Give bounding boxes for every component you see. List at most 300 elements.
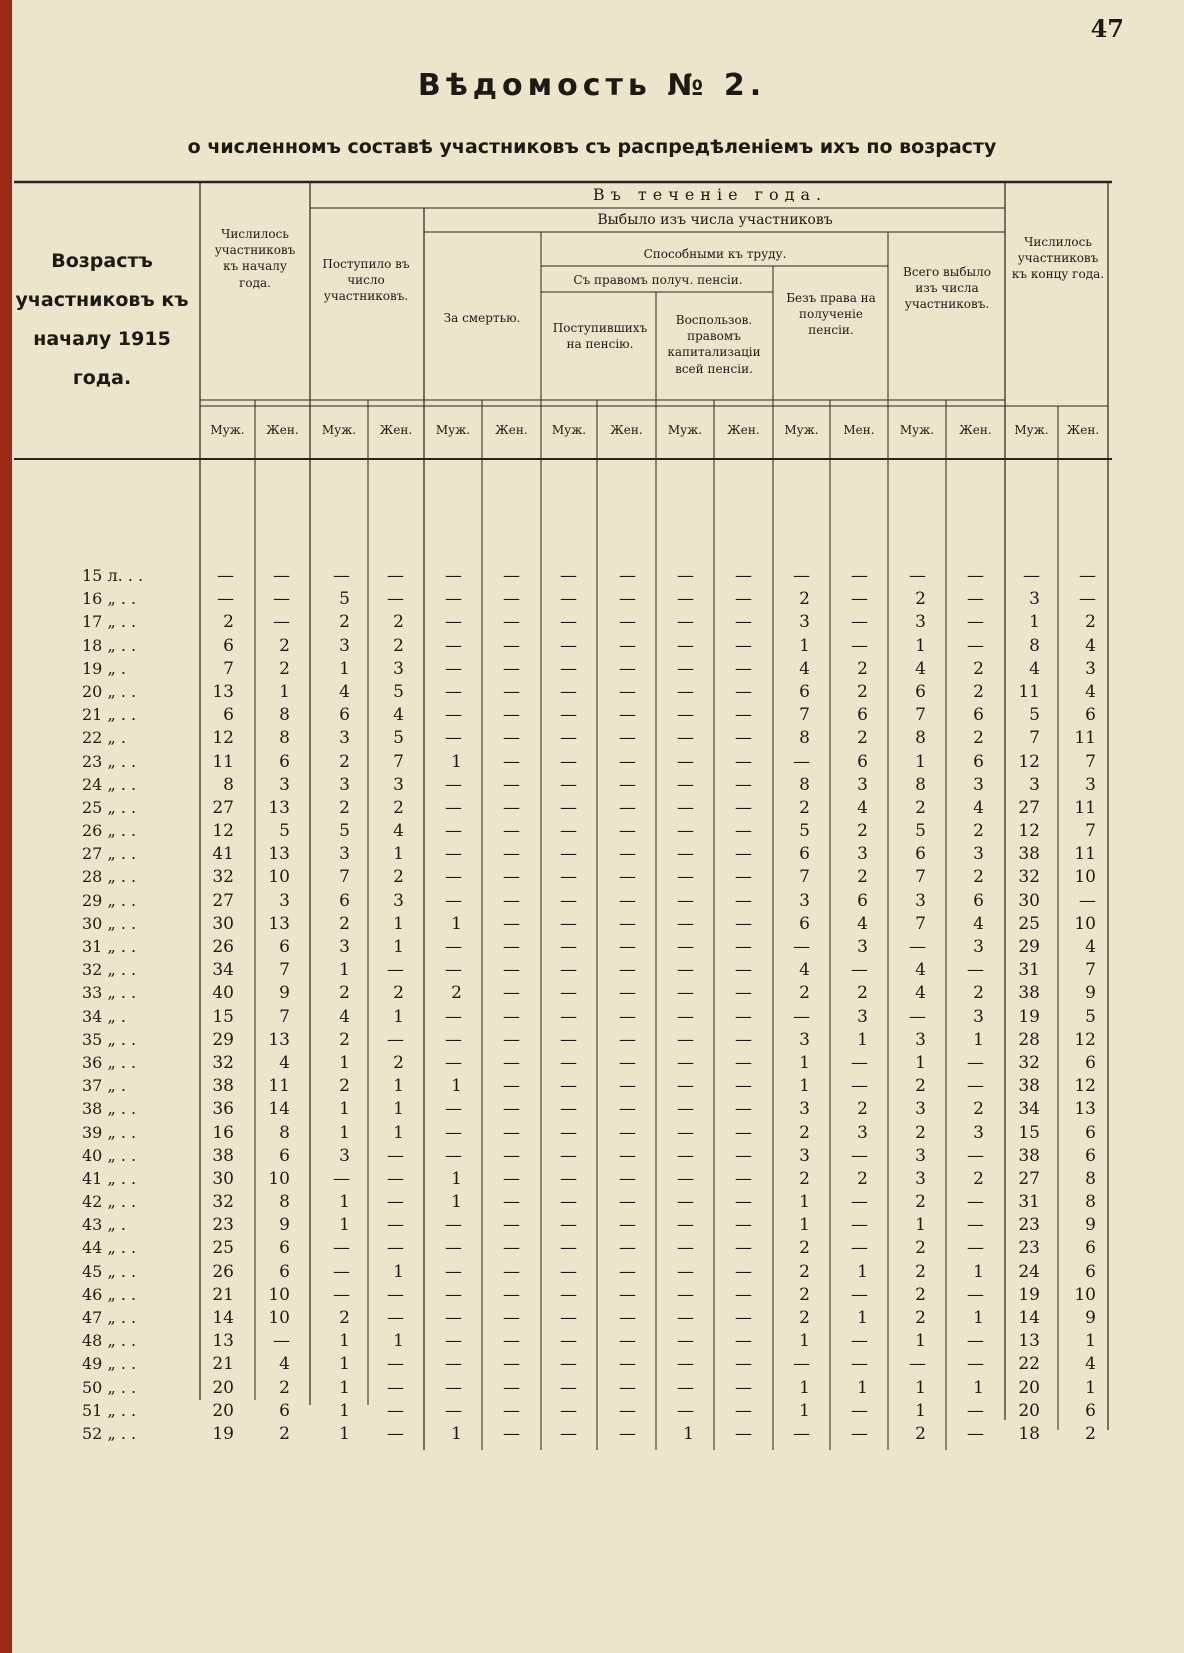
table-cell: 3 bbox=[339, 635, 350, 656]
table-cell: 38 bbox=[212, 1145, 234, 1166]
table-cell: — bbox=[851, 1052, 868, 1073]
table-cell: 41 bbox=[212, 844, 234, 865]
age-label: 25 „ . . bbox=[82, 797, 137, 817]
table-cell: — bbox=[560, 566, 577, 586]
table-cell: — bbox=[735, 890, 752, 911]
table-cell: — bbox=[619, 1145, 636, 1166]
table-cell: — bbox=[503, 1006, 520, 1027]
table-cell: 10 bbox=[1074, 867, 1096, 888]
subheader-start-male: Муж. bbox=[210, 423, 245, 437]
table-cell: — bbox=[560, 1215, 577, 1236]
table-cell: 11 bbox=[212, 751, 234, 772]
table-cell: — bbox=[735, 774, 752, 795]
table-cell: — bbox=[619, 983, 636, 1004]
table-cell: — bbox=[560, 983, 577, 1004]
table-cell: — bbox=[503, 1145, 520, 1166]
table-cell: 32 bbox=[1018, 867, 1040, 888]
table-cell: 12 bbox=[212, 728, 234, 749]
table-cell: 3 bbox=[857, 774, 868, 795]
table-cell: 1 bbox=[451, 751, 462, 772]
table-cell: — bbox=[560, 844, 577, 865]
table-cell: — bbox=[735, 797, 752, 818]
table-cell: — bbox=[677, 844, 694, 865]
table-cell: — bbox=[735, 1192, 752, 1213]
table-cell: — bbox=[619, 589, 636, 610]
table-cell: 23 bbox=[1018, 1238, 1040, 1259]
table-cell: — bbox=[273, 1331, 290, 1352]
table-cell: — bbox=[619, 705, 636, 726]
table-cell: 7 bbox=[279, 1006, 290, 1027]
table-cell: 2 bbox=[451, 983, 462, 1004]
table-cell: 6 bbox=[1085, 1122, 1096, 1143]
table-cell: — bbox=[445, 728, 462, 749]
table-cell: 3 bbox=[279, 890, 290, 911]
table-cell: 2 bbox=[857, 681, 868, 702]
table-row bbox=[12, 821, 1108, 844]
table-cell: 13 bbox=[268, 797, 290, 818]
table-row bbox=[12, 775, 1108, 798]
table-cell: 1 bbox=[799, 1331, 810, 1352]
table-cell: — bbox=[445, 1377, 462, 1398]
table-cell: — bbox=[735, 589, 752, 610]
table-cell: 38 bbox=[1018, 1145, 1040, 1166]
table-cell: 20 bbox=[212, 1377, 234, 1398]
table-cell: 2 bbox=[857, 728, 868, 749]
table-cell: 1 bbox=[451, 1192, 462, 1213]
table-cell: — bbox=[445, 867, 462, 888]
table-row bbox=[12, 798, 1108, 821]
table-cell: — bbox=[560, 612, 577, 633]
table-cell: 3 bbox=[393, 658, 404, 679]
table-cell: — bbox=[445, 1308, 462, 1328]
table-cell: 7 bbox=[799, 705, 810, 726]
table-cell: 3 bbox=[973, 1122, 984, 1143]
table-cell: 10 bbox=[1074, 913, 1096, 934]
age-label: 48 „ . . bbox=[82, 1331, 137, 1351]
table-cell: — bbox=[560, 1122, 577, 1143]
table-cell: — bbox=[851, 960, 868, 981]
table-cell: — bbox=[445, 1099, 462, 1120]
table-row bbox=[12, 636, 1108, 659]
table-cell: — bbox=[677, 1215, 694, 1236]
table-row bbox=[12, 960, 1108, 983]
table-cell: — bbox=[560, 774, 577, 795]
table-cell: — bbox=[619, 1168, 636, 1189]
table-cell: — bbox=[387, 1308, 404, 1328]
age-label: 45 „ . . bbox=[82, 1261, 137, 1281]
table-cell: 2 bbox=[915, 1308, 926, 1328]
table-cell: — bbox=[503, 844, 520, 865]
table-cell: 27 bbox=[1018, 797, 1040, 818]
table-cell: — bbox=[677, 797, 694, 818]
table-cell: — bbox=[619, 1261, 636, 1282]
table-cell: — bbox=[735, 681, 752, 702]
table-cell: — bbox=[677, 867, 694, 888]
table-cell: — bbox=[1079, 589, 1096, 610]
table-cell: 6 bbox=[857, 751, 868, 772]
table-cell: — bbox=[503, 1308, 520, 1328]
age-label: 34 „ . bbox=[82, 1006, 126, 1026]
age-label: 39 „ . . bbox=[82, 1122, 137, 1142]
table-cell: — bbox=[735, 983, 752, 1004]
table-cell: 2 bbox=[799, 1261, 810, 1282]
table-cell: 2 bbox=[915, 589, 926, 610]
table-cell: — bbox=[793, 1423, 810, 1444]
table-row bbox=[12, 1007, 1108, 1030]
table-cell: 8 bbox=[1085, 1168, 1096, 1189]
age-label: 42 „ . . bbox=[82, 1192, 137, 1212]
table-cell: — bbox=[445, 1261, 462, 1282]
table-cell: 5 bbox=[1029, 705, 1040, 726]
table-cell: 32 bbox=[212, 867, 234, 888]
table-cell: — bbox=[967, 635, 984, 656]
table-cell: — bbox=[503, 705, 520, 726]
table-cell: — bbox=[445, 1122, 462, 1143]
table-cell: 2 bbox=[393, 983, 404, 1004]
table-cell: 3 bbox=[339, 844, 350, 865]
table-cell: — bbox=[503, 983, 520, 1004]
table-cell: — bbox=[387, 1168, 404, 1189]
table-cell: 2 bbox=[857, 867, 868, 888]
table-cell: 5 bbox=[279, 821, 290, 842]
table-cell: 2 bbox=[279, 658, 290, 679]
table-cell: 38 bbox=[1018, 1076, 1040, 1097]
table-cell: — bbox=[677, 913, 694, 934]
table-row bbox=[12, 1215, 1108, 1238]
table-cell: — bbox=[387, 1145, 404, 1166]
table-cell: 2 bbox=[799, 1122, 810, 1143]
table-cell: 2 bbox=[857, 1168, 868, 1189]
table-cell: 6 bbox=[279, 1261, 290, 1282]
table-cell: — bbox=[851, 1145, 868, 1166]
table-cell: 1 bbox=[799, 1192, 810, 1213]
age-label: 29 „ . . bbox=[82, 890, 137, 910]
table-cell: — bbox=[619, 1099, 636, 1120]
table-cell: 1 bbox=[393, 1122, 404, 1143]
table-cell: 5 bbox=[915, 821, 926, 842]
table-cell: 6 bbox=[339, 890, 350, 911]
table-cell: 2 bbox=[393, 635, 404, 656]
table-cell: 7 bbox=[393, 751, 404, 772]
table-cell: — bbox=[387, 1238, 404, 1259]
table-cell: — bbox=[560, 890, 577, 911]
table-cell: — bbox=[445, 566, 462, 586]
table-cell: 25 bbox=[1018, 913, 1040, 934]
table-cell: — bbox=[387, 1377, 404, 1398]
table-row bbox=[12, 1401, 1108, 1424]
table-cell: 19 bbox=[212, 1423, 234, 1444]
table-cell: 27 bbox=[1018, 1168, 1040, 1189]
age-label: 31 „ . . bbox=[82, 937, 137, 956]
table-cell: — bbox=[677, 1377, 694, 1398]
table-cell: — bbox=[735, 658, 752, 679]
table-cell: 2 bbox=[1085, 612, 1096, 633]
table-cell: — bbox=[735, 566, 752, 586]
table-cell: 8 bbox=[915, 728, 926, 749]
table-cell: 15 bbox=[1018, 1122, 1040, 1143]
table-cell: 11 bbox=[1074, 797, 1096, 818]
table-cell: — bbox=[560, 1145, 577, 1166]
table-cell: — bbox=[560, 1052, 577, 1073]
table-cell: — bbox=[677, 821, 694, 842]
table-cell: — bbox=[560, 1238, 577, 1259]
header-end: Числилось участниковъ къ концу года. bbox=[1011, 235, 1105, 282]
table-cell: 6 bbox=[973, 705, 984, 726]
table-row bbox=[12, 844, 1108, 867]
table-cell: 1 bbox=[339, 1400, 350, 1421]
table-cell: 3 bbox=[1029, 774, 1040, 795]
table-cell: — bbox=[560, 1006, 577, 1027]
table-cell: 2 bbox=[223, 612, 234, 633]
table-cell: 1 bbox=[857, 1029, 868, 1050]
table-cell: 4 bbox=[393, 705, 404, 726]
table-cell: 5 bbox=[1085, 1006, 1096, 1027]
table-cell: 2 bbox=[799, 1284, 810, 1305]
table-cell: 3 bbox=[915, 1145, 926, 1166]
table-cell: 23 bbox=[212, 1215, 234, 1236]
document-title: Вѣдомость № 2. bbox=[417, 68, 767, 103]
table-cell: 10 bbox=[268, 1308, 290, 1328]
table-cell: — bbox=[909, 1006, 926, 1027]
table-cell: 2 bbox=[339, 797, 350, 818]
table-cell: — bbox=[560, 960, 577, 981]
table-cell: — bbox=[560, 751, 577, 772]
table-row bbox=[12, 1424, 1108, 1447]
table-cell: — bbox=[851, 1238, 868, 1259]
table-cell: 2 bbox=[393, 1052, 404, 1073]
table-cell: — bbox=[445, 797, 462, 818]
header-pension: Поступившихъ на пенсію. bbox=[552, 321, 648, 352]
table-cell: — bbox=[909, 566, 926, 586]
table-cell: 38 bbox=[1018, 983, 1040, 1004]
table-cell: 25 bbox=[212, 1238, 234, 1259]
table-cell: — bbox=[503, 821, 520, 842]
table-cell: 2 bbox=[973, 728, 984, 749]
table-cell: — bbox=[333, 566, 350, 586]
table-cell: — bbox=[560, 937, 577, 957]
table-cell: — bbox=[619, 1284, 636, 1305]
table-cell: 7 bbox=[223, 658, 234, 679]
table-cell: 3 bbox=[1085, 658, 1096, 679]
header-age: Возрастъ участниковъ къ началу 1915 года. bbox=[15, 250, 189, 389]
table-cell: — bbox=[735, 1284, 752, 1305]
table-cell: 11 bbox=[1018, 681, 1040, 702]
table-cell: — bbox=[560, 1099, 577, 1120]
table-cell: 1 bbox=[915, 751, 926, 772]
table-cell: 30 bbox=[212, 1168, 234, 1189]
table-cell: — bbox=[503, 1331, 520, 1352]
table-cell: — bbox=[619, 1029, 636, 1050]
table-cell: 6 bbox=[1085, 1145, 1096, 1166]
table-cell: 1 bbox=[339, 1122, 350, 1143]
table-cell: 2 bbox=[973, 1099, 984, 1120]
table-cell: — bbox=[793, 937, 810, 957]
table-cell: 19 bbox=[1018, 1284, 1040, 1305]
table-cell: 2 bbox=[915, 1423, 926, 1444]
table-cell: 8 bbox=[799, 728, 810, 749]
table-cell: 1 bbox=[973, 1377, 984, 1398]
table-cell: — bbox=[333, 1261, 350, 1282]
table-cell: — bbox=[967, 566, 984, 586]
table-cell: — bbox=[793, 1354, 810, 1375]
table-cell: 6 bbox=[223, 635, 234, 656]
table-cell: — bbox=[851, 1354, 868, 1375]
table-cell: 4 bbox=[915, 983, 926, 1004]
table-cell: 1 bbox=[451, 1076, 462, 1097]
table-row bbox=[12, 659, 1108, 682]
table-cell: — bbox=[619, 728, 636, 749]
header-total-left: Всего выбыло изъ числа участниковъ. bbox=[903, 265, 991, 312]
table-cell: 2 bbox=[339, 913, 350, 934]
table-cell: — bbox=[967, 1284, 984, 1305]
table-cell: — bbox=[735, 1354, 752, 1375]
header-with-pension: Съ правомъ получ. пенсіи. bbox=[573, 273, 743, 287]
table-cell: 1 bbox=[451, 913, 462, 934]
table-row bbox=[12, 891, 1108, 914]
subheader-cap-female: Жен. bbox=[727, 423, 760, 437]
table-cell: 13 bbox=[1018, 1331, 1040, 1352]
table-cell: — bbox=[735, 728, 752, 749]
table-cell: — bbox=[387, 1354, 404, 1375]
table-cell: 6 bbox=[857, 890, 868, 911]
table-cell: 21 bbox=[212, 1354, 234, 1375]
table-cell: 1 bbox=[451, 1168, 462, 1189]
table-cell: 2 bbox=[857, 821, 868, 842]
table-cell: 1 bbox=[393, 1331, 404, 1352]
table-cell: 29 bbox=[1018, 937, 1040, 957]
table-cell: — bbox=[735, 1261, 752, 1282]
table-cell: 21 bbox=[212, 1284, 234, 1305]
table-cell: — bbox=[677, 681, 694, 702]
table-cell: — bbox=[735, 1099, 752, 1120]
table-cell: — bbox=[503, 566, 520, 586]
table-cell: 6 bbox=[915, 844, 926, 865]
table-cell: 7 bbox=[915, 913, 926, 934]
table-cell: — bbox=[560, 658, 577, 679]
table-cell: — bbox=[1079, 566, 1096, 586]
table-cell: 1 bbox=[339, 1052, 350, 1073]
table-cell: 1 bbox=[1029, 612, 1040, 633]
table-cell: — bbox=[851, 1423, 868, 1444]
table-cell: — bbox=[735, 1076, 752, 1097]
table-cell: 2 bbox=[857, 658, 868, 679]
age-label: 26 „ . . bbox=[82, 821, 137, 841]
table-cell: — bbox=[735, 937, 752, 957]
table-cell: — bbox=[445, 960, 462, 981]
table-cell: 2 bbox=[915, 1284, 926, 1305]
age-label: 43 „ . bbox=[82, 1215, 126, 1235]
table-row bbox=[12, 566, 1108, 589]
table-cell: 1 bbox=[915, 1400, 926, 1421]
table-cell: — bbox=[967, 612, 984, 633]
table-cell: — bbox=[677, 1145, 694, 1166]
table-cell: 3 bbox=[799, 1029, 810, 1050]
table-cell: — bbox=[445, 774, 462, 795]
table-cell: — bbox=[677, 774, 694, 795]
table-cell: — bbox=[560, 1400, 577, 1421]
header-no-pension: Безъ права на полученіе пенсіи. bbox=[786, 291, 876, 338]
table-cell: 4 bbox=[973, 797, 984, 818]
table-row bbox=[12, 1099, 1108, 1122]
table-cell: 3 bbox=[915, 1099, 926, 1120]
table-cell: 16 bbox=[212, 1122, 234, 1143]
table-cell: 2 bbox=[973, 1168, 984, 1189]
table-cell: 1 bbox=[279, 681, 290, 702]
table-cell: — bbox=[503, 751, 520, 772]
table-cell: — bbox=[445, 890, 462, 911]
table-cell: 4 bbox=[973, 913, 984, 934]
table-cell: — bbox=[619, 658, 636, 679]
table-cell: 6 bbox=[223, 705, 234, 726]
table-cell: — bbox=[967, 1215, 984, 1236]
table-cell: — bbox=[619, 1308, 636, 1328]
table-cell: — bbox=[793, 751, 810, 772]
table-cell: — bbox=[503, 1192, 520, 1213]
table-cell: 2 bbox=[393, 797, 404, 818]
table-cell: 6 bbox=[799, 681, 810, 702]
table-cell: — bbox=[735, 1400, 752, 1421]
table-cell: — bbox=[619, 937, 636, 957]
table-cell: — bbox=[503, 1284, 520, 1305]
table-cell: 31 bbox=[1018, 960, 1040, 981]
table-cell: 1 bbox=[915, 1331, 926, 1352]
table-cell: — bbox=[967, 589, 984, 610]
table-cell: 28 bbox=[1018, 1029, 1040, 1050]
subheader-end-male: Муж. bbox=[1014, 423, 1049, 437]
table-cell: — bbox=[851, 1215, 868, 1236]
table-cell: 1 bbox=[393, 1261, 404, 1282]
table-body bbox=[12, 566, 1108, 1447]
table-cell: 2 bbox=[339, 1076, 350, 1097]
table-cell: 3 bbox=[339, 937, 350, 957]
table-cell: — bbox=[619, 1006, 636, 1027]
table-cell: — bbox=[677, 728, 694, 749]
table-cell: — bbox=[619, 844, 636, 865]
table-cell: 6 bbox=[799, 844, 810, 865]
header-start: Числилось участниковъ къ началу года. bbox=[214, 227, 296, 290]
table-cell: 1 bbox=[973, 1308, 984, 1328]
table-cell: 18 bbox=[1018, 1423, 1040, 1444]
table-cell: 1 bbox=[393, 1076, 404, 1097]
age-label: 49 „ . . bbox=[82, 1354, 137, 1374]
table-cell: — bbox=[619, 797, 636, 818]
table-cell: — bbox=[503, 913, 520, 934]
table-cell: 12 bbox=[212, 821, 234, 842]
age-label: 50 „ . . bbox=[82, 1377, 137, 1397]
table-cell: — bbox=[851, 566, 868, 586]
header-during-year: Въ теченіе года. bbox=[592, 185, 828, 204]
age-label: 33 „ . . bbox=[82, 983, 137, 1003]
table-cell: 13 bbox=[212, 1331, 234, 1352]
table-cell: — bbox=[619, 1052, 636, 1073]
table-cell: — bbox=[619, 1423, 636, 1444]
table-cell: — bbox=[735, 1145, 752, 1166]
age-label: 41 „ . . bbox=[82, 1168, 137, 1188]
table-cell: 4 bbox=[857, 797, 868, 818]
age-label: 23 „ . . bbox=[82, 751, 137, 771]
subheader-nopension-female: Мен. bbox=[843, 423, 875, 437]
table-cell: — bbox=[560, 1168, 577, 1189]
table-cell: — bbox=[735, 1331, 752, 1352]
table-cell: — bbox=[445, 681, 462, 702]
table-cell: — bbox=[503, 658, 520, 679]
table-cell: — bbox=[967, 1423, 984, 1444]
table-cell: 3 bbox=[393, 890, 404, 911]
table-cell: — bbox=[793, 1006, 810, 1027]
table-cell: — bbox=[503, 589, 520, 610]
age-label: 22 „ . bbox=[82, 728, 126, 748]
table-cell: — bbox=[445, 612, 462, 633]
